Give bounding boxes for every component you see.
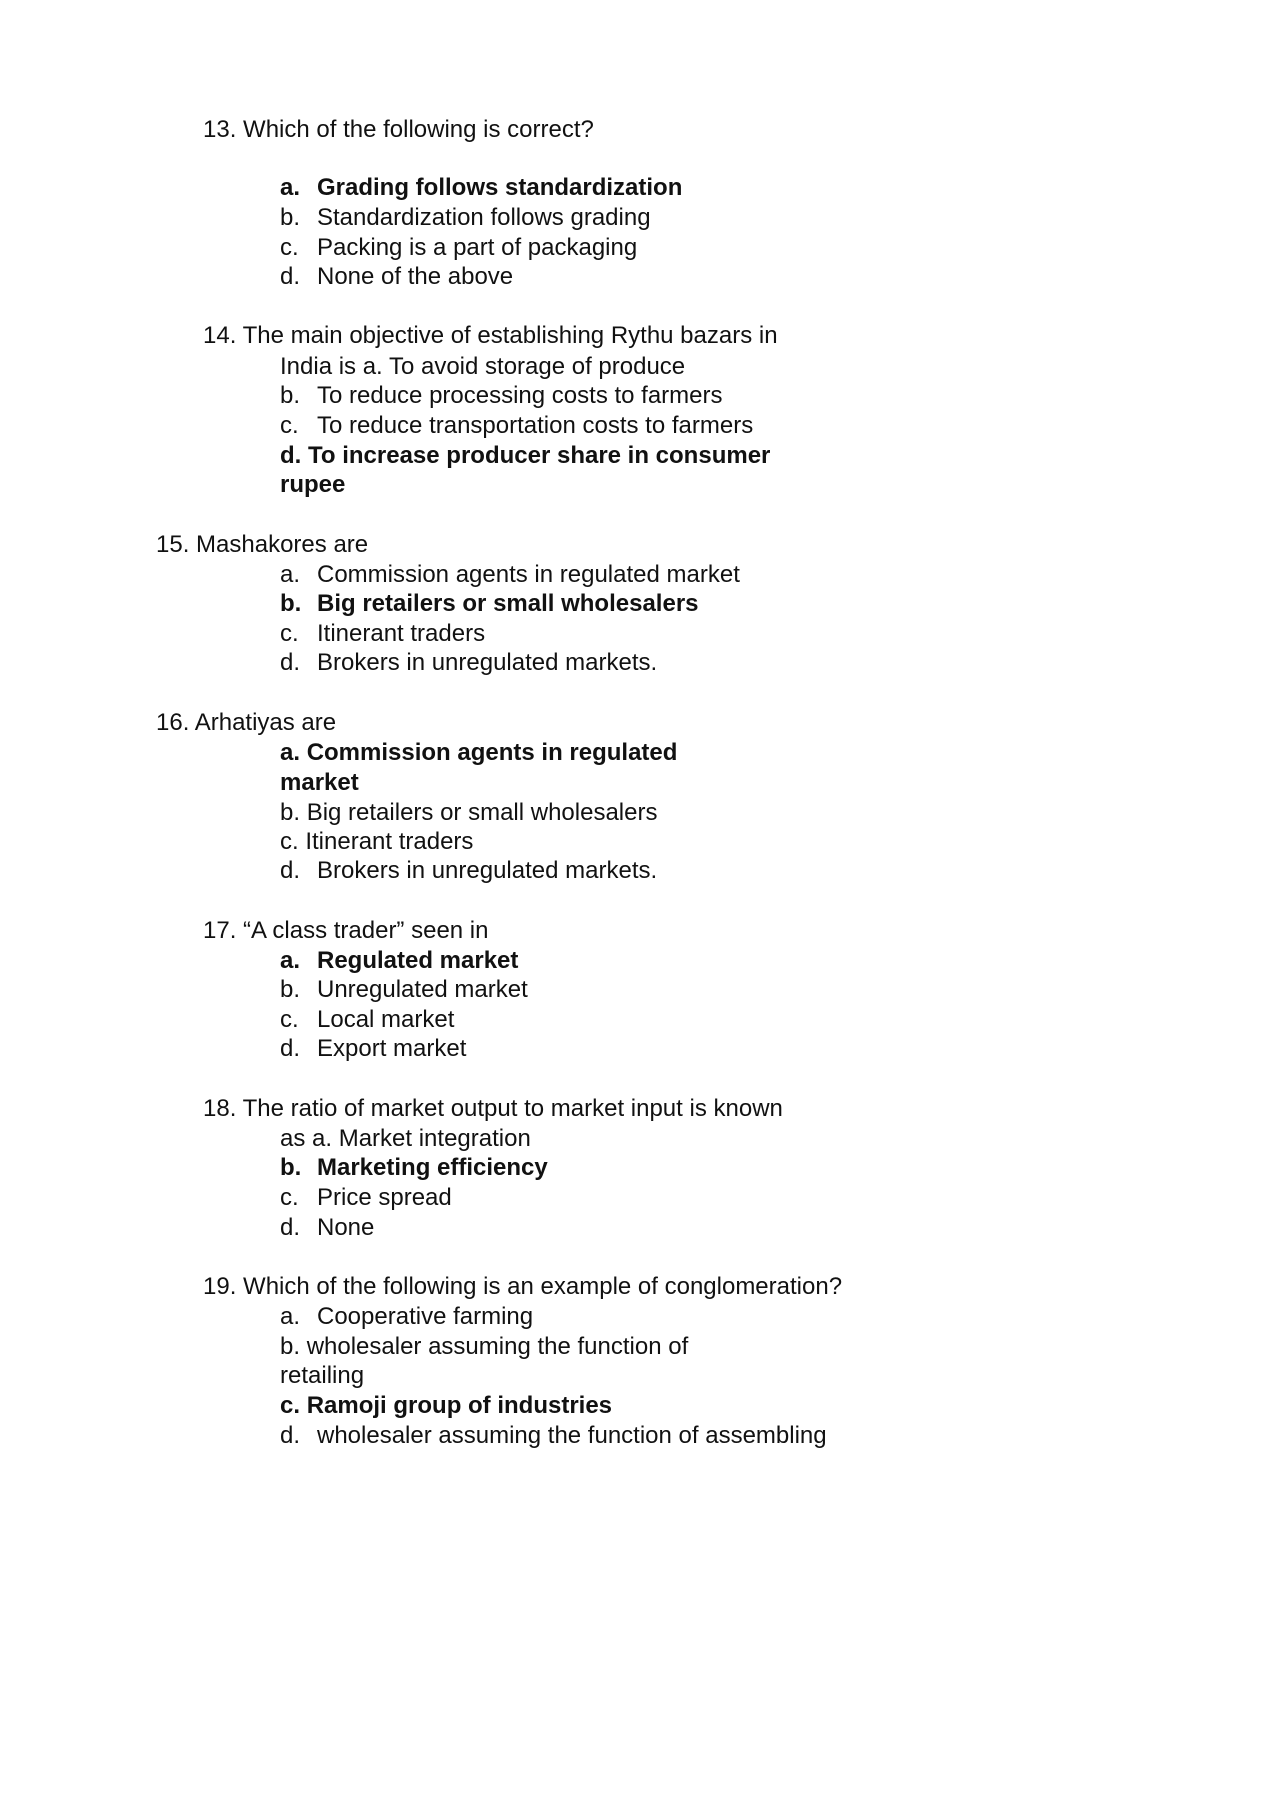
option-a-correct: a. Regulated market: [280, 947, 519, 974]
option-a: a. Commission agents in regulated market: [280, 561, 740, 588]
option-d-correct: d. To increase producer share in consumer: [280, 442, 771, 469]
option-a-continued: market: [280, 769, 359, 796]
option-d: d. Export market: [280, 1035, 467, 1062]
question-stem: 15. Mashakores are: [156, 531, 369, 558]
option-c: c. Packing is a part of packaging: [280, 234, 638, 261]
option-c: c. Itinerant traders: [280, 620, 486, 647]
option-d: d. wholesaler assuming the function of assembling: [280, 1422, 827, 1449]
question-stem: 16. Arhatiyas are: [156, 709, 337, 736]
option-b: b. wholesaler assuming the function of: [280, 1333, 689, 1360]
question-stem-continued: India is a. To avoid storage of produce: [280, 353, 686, 380]
option-b-correct: b. Marketing efficiency: [280, 1154, 548, 1181]
question-stem-continued: as a. Market integration: [280, 1125, 531, 1152]
option-d: d. None: [280, 1214, 375, 1241]
option-d: d. Brokers in unregulated markets.: [280, 857, 658, 884]
option-a: a. Cooperative farming: [280, 1303, 534, 1330]
option-d: d. None of the above: [280, 263, 514, 290]
option-d: d. Brokers in unregulated markets.: [280, 649, 658, 676]
option-c-correct: c. Ramoji group of industries: [280, 1392, 613, 1419]
option-d-continued: rupee: [280, 471, 346, 498]
option-b: b. To reduce processing costs to farmers: [280, 382, 723, 409]
option-c: c. Itinerant traders: [280, 828, 474, 855]
option-c: c. To reduce transportation costs to farmers: [280, 412, 754, 439]
option-b-continued: retailing: [280, 1362, 365, 1389]
question-stem: 19. Which of the following is an example of conglomeration?: [203, 1273, 843, 1300]
question-stem: 17. “A class trader” seen in: [203, 917, 489, 944]
option-b: b. Standardization follows grading: [280, 204, 651, 231]
option-b: b. Unregulated market: [280, 976, 528, 1003]
option-a-correct: a. Grading follows standardization: [280, 174, 683, 201]
option-b: b. Big retailers or small wholesalers: [280, 799, 658, 826]
option-a-correct: a. Commission agents in regulated: [280, 739, 678, 766]
option-b-correct: b. Big retailers or small wholesalers: [280, 590, 699, 617]
question-stem: 13. Which of the following is correct?: [203, 116, 594, 143]
question-stem: 18. The ratio of market output to market input is known: [203, 1095, 783, 1122]
option-c: c. Local market: [280, 1006, 455, 1033]
option-c: c. Price spread: [280, 1184, 452, 1211]
question-stem: 14. The main objective of establishing Rythu bazars in: [203, 322, 778, 349]
